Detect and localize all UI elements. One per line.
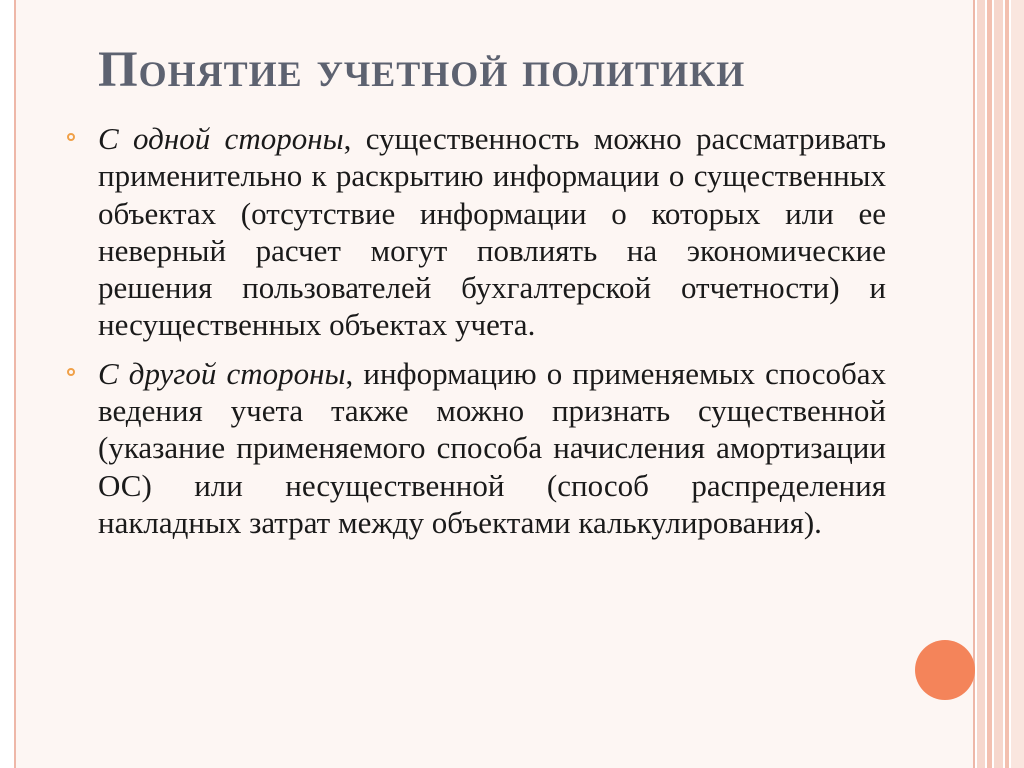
bullet-lead: С одной стороны — [98, 121, 344, 156]
bullet-text — [98, 120, 886, 344]
bullet-ring-icon — [67, 133, 75, 141]
bullet-item — [0, 355, 1024, 541]
bullet-body: , существенность можно рассматривать применительно к раскрытию информации о существенных объектах (отсутствие информации о которых или ее неверный расчет могут повлиять на экономические решения пользователей бухгалтерской отчетности) и несущественных объектах учета. — [98, 121, 886, 343]
slide-title: Понятие учетной политики — [98, 42, 746, 98]
bullet-list — [0, 120, 1024, 541]
bullet-text — [98, 355, 886, 541]
bullet-body: , информацию о применяемых способах ведения учета также можно признать существенной (указание применяемого способа начисления амортизации ОС) или несущественной (способ распределения накладных затрат между объектами калькулирования). — [98, 355, 886, 540]
bullet-ring-icon — [67, 368, 75, 376]
bullet-lead: С другой стороны — [98, 355, 346, 391]
decorative-circle — [915, 640, 975, 700]
bullet-item — [0, 120, 1024, 344]
